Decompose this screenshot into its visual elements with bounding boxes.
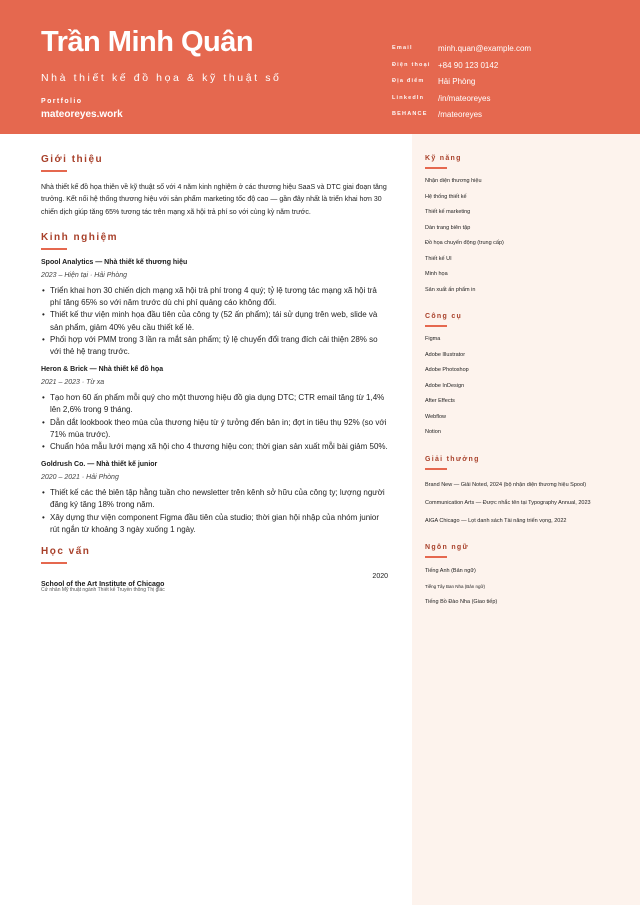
candidate-tagline: Nhà thiết kế đồ họa & kỹ thuật số: [41, 72, 282, 84]
main-column: [41, 134, 388, 593]
skills-list: [425, 174, 630, 298]
skills-section: [425, 155, 630, 298]
location-value: Hải Phòng: [438, 77, 476, 86]
list-item: Đồ họa chuyển động (trung cấp): [425, 240, 504, 246]
degree-text: Cử nhân Mỹ thuật ngành Thiết kế Truyền thông Thị giác: [41, 586, 165, 593]
candidate-name: Trần Minh Quân: [41, 26, 254, 58]
section-title: Kỹ năng: [425, 155, 462, 162]
list-item: Notion: [425, 429, 441, 435]
list-item: Tiếng Tây Ban Nha (Bản ngữ): [425, 584, 486, 589]
languages-section: [425, 544, 630, 611]
section-divider: [425, 556, 447, 558]
contact-linkedin: [392, 94, 632, 111]
section-title: Kinh nghiệm: [41, 231, 119, 243]
intro-text: Nhà thiết kế đồ họa thiên về kỹ thuật số với 4 năm kinh nghiệm ở các thương hiệu SaaS và DTC giai đoạn tăng trưởng. Kết nối hệ thống thương hiệu với sản phẩm marketing tốc độ cao — gần đây nhất là triển khai hơn 30 chiến dịch giúp tăng 65% tương tác trên mạng xã hội trả phí so với cùng kỳ năm trước.: [41, 184, 387, 216]
contact-behance: [392, 110, 632, 127]
job-title: Goldrush Co. — Nhà thiết kế junior: [41, 461, 158, 469]
section-title: Học vấn: [41, 545, 91, 557]
section-title: Ngôn ngữ: [425, 543, 469, 551]
behance-link[interactable]: /mateoreyes: [438, 110, 483, 119]
list-item: • Thiết kế các thẻ biên tập hằng tuần cho newsletter trên kênh sở hữu của công ty; lượng người đăng ký tăng 18% trong năm.: [41, 487, 388, 511]
list-item: Webflow: [425, 413, 446, 420]
list-item: Thiết kế UI: [425, 255, 452, 262]
job-title: Heron & Brick — Nhà thiết kế đồ họa: [41, 366, 164, 374]
job-meta: 2020 – 2021 · Hải Phòng: [41, 474, 119, 482]
list-item: • Triển khai hơn 30 chiến dịch mạng xã hội trả phí trong 4 quý; tỷ lệ tương tác mạng xã hội trả phí tăng 65% so với năm trước dù chi phí quảng cáo không đổi.: [41, 285, 388, 309]
job-bullets: [41, 487, 388, 536]
list-item: Adobe InDesign: [425, 382, 465, 389]
section-title: Giới thiệu: [41, 154, 104, 165]
contact-label: Địa điểm: [392, 78, 425, 84]
contact-email: [392, 44, 632, 61]
tools-section: [425, 313, 630, 441]
list-item: Minh họa: [425, 271, 448, 277]
awards-list: [425, 476, 630, 530]
contact-label: BEHANCE: [392, 111, 428, 117]
section-title: Công cụ: [425, 313, 463, 320]
job-entry: [41, 366, 388, 453]
job-bullets: [41, 392, 388, 453]
education-entry: [41, 572, 388, 588]
contact-label: Điện thoại: [392, 61, 431, 68]
education-section: [41, 546, 388, 593]
list-item: After Effects: [425, 398, 455, 404]
job-meta: 2023 – Hiện tại · Hải Phòng: [41, 271, 127, 279]
school-name: School of the Art Institute of Chicago: [41, 580, 165, 588]
list-item: • Xây dựng thư viện component Figma đầu tiên của studio; thời gian hội nhập của nhóm junior rút ngắn từ khoảng 3 ngày xuống 1 ngày.: [41, 512, 388, 536]
portfolio-label: Portfolio: [41, 98, 83, 105]
contact-label: LinkedIn: [392, 94, 425, 101]
job-meta: 2021 – 2023 · Từ xa: [41, 379, 105, 387]
list-item: Tiếng Anh (Bản ngữ): [425, 567, 476, 574]
intro-section: [41, 154, 388, 219]
list-item: Dàn trang biên tập: [425, 224, 471, 231]
list-item: Communication Arts — Được nhắc tên tại Typography Annual, 2023: [425, 499, 591, 506]
list-item: AIGA Chicago — Lọt danh sách Tài năng triển vọng, 2022: [425, 517, 567, 524]
phone-value: +84 90 123 0142: [438, 60, 499, 70]
portfolio-link[interactable]: mateoreyes.work: [41, 109, 123, 120]
linkedin-link[interactable]: /in/mateoreyes: [438, 93, 491, 103]
graduation-year: 2020: [372, 572, 388, 580]
list-item: Nhận diện thương hiệu: [425, 178, 482, 184]
resume-header: [0, 0, 640, 134]
list-item: Adobe Illustrator: [425, 351, 466, 358]
tools-list: [425, 332, 630, 441]
section-divider: [425, 325, 447, 327]
list-item: Hệ thống thiết kế: [425, 193, 467, 200]
languages-list: [425, 564, 630, 611]
section-divider: [41, 170, 67, 172]
list-item: • Thiết kế thư viện minh họa đầu tiên của công ty (52 ấn phẩm); tái sử dụng trên web, slide và sản phẩm, giảm 40% yêu cầu thiết kế lẻ.: [41, 309, 388, 333]
contact-list: [392, 44, 632, 127]
section-divider: [425, 468, 447, 470]
list-item: • Dẫn dắt lookbook theo mùa của thương hiệu từ ý tưởng đến bản in; đợt in tiêu thụ 92% (so với 71% mùa trước).: [41, 417, 388, 441]
list-item: • Phối hợp với PMM trong 3 lần ra mắt sản phẩm; tỷ lệ chuyển đổi trang đích cải thiện 28% so với thẻ hệ trang trước.: [41, 334, 388, 358]
job-bullets: [41, 285, 388, 358]
list-item: Sản xuất ấn phẩm in: [425, 286, 476, 293]
list-item: • Tạo hơn 60 ấn phẩm mỗi quý cho một thương hiệu đồ gia dụng DTC; CTR email tăng từ 1,4% lên 2,6% trong 9 tháng.: [41, 392, 388, 416]
list-item: Tiếng Bồ Đào Nha (Giao tiếp): [425, 598, 498, 605]
job-entry: [41, 259, 388, 358]
section-title: Giải thưởng: [425, 455, 480, 463]
list-item: Brand New — Giải Noted, 2024 (bộ nhận diện thương hiệu Spool): [425, 481, 587, 488]
list-item: Figma: [425, 336, 441, 342]
experience-section: [41, 232, 388, 536]
contact-label: Email: [392, 45, 413, 51]
list-item: Thiết kế marketing: [425, 209, 471, 215]
sidebar: [412, 134, 640, 905]
section-divider: [41, 562, 67, 564]
list-item: • Chuẩn hóa mẫu lưới mạng xã hội cho 4 thương hiệu con; thời gian sản xuất mỗi bài giảm 50%.: [41, 441, 388, 453]
section-divider: [41, 248, 67, 250]
job-entry: [41, 461, 388, 536]
contact-phone: [392, 61, 632, 78]
awards-section: [425, 456, 630, 530]
section-divider: [425, 167, 447, 169]
sidebar-content: [425, 155, 630, 610]
list-item: Adobe Photoshop: [425, 367, 469, 373]
job-title: Spool Analytics — Nhà thiết kế thương hiệu: [41, 258, 188, 266]
email-link[interactable]: minh.quan@example.com: [438, 44, 532, 53]
contact-location: [392, 77, 632, 94]
